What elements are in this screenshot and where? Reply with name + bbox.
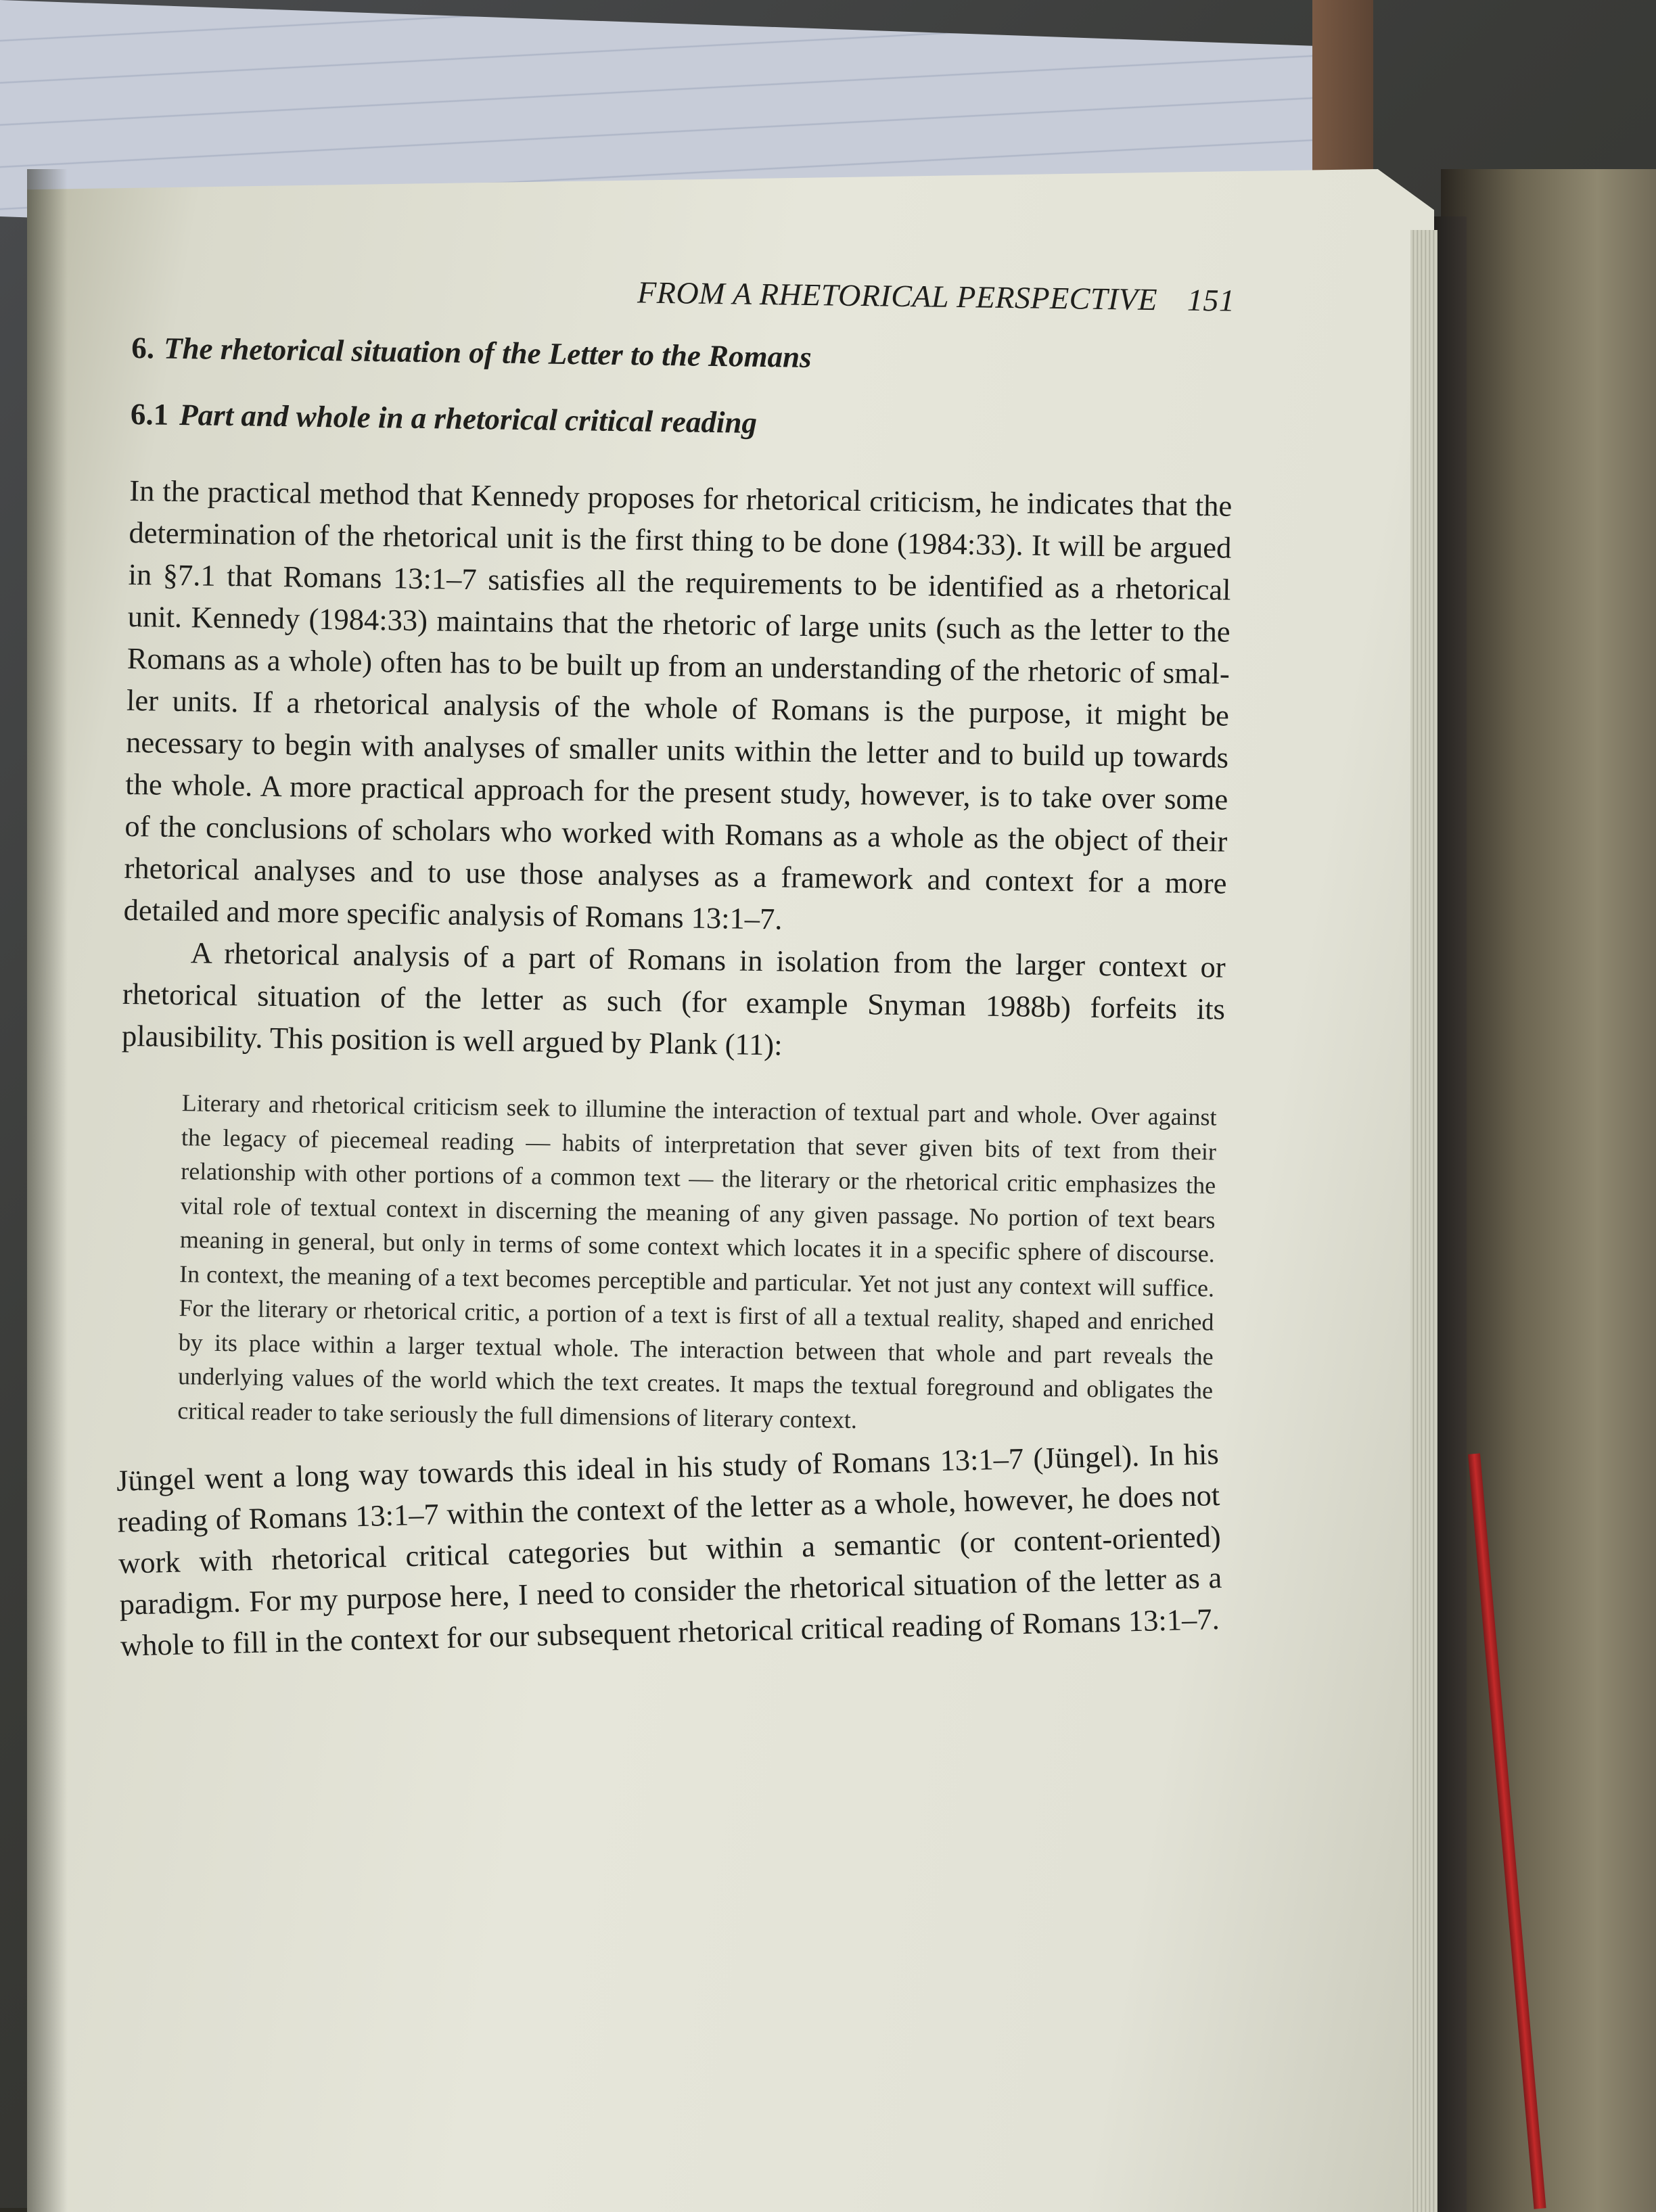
block-quote: Literary and rhetorical criticism seek to illumine the interaction of textual part and whole. Over against the legacy of piecemeal reading — habits of interpretation that sever given bits of text from their relationship with other portions of a common text — the literary or the rhetorical critic emphasizes the vital role of textual context in discerning the meaning of any given passage. No portion of text bears meaning in general, but only in terms of some context which locates it in a specific sphere of discourse. In context, the meaning of a text becomes perceptible and particular. Yet not just any context will suffice. For the literary or rhetorical critic, a portion of a text is first of all a textual reality, shaped and enriched by its place within a larger textual whole. The interaction between that whole and part reveals the underlying values of the world which the text creates. It maps the textual foreground and obligates the critical reader to take seriously the full dimensions of literary context. (177, 1089, 1217, 1433)
section-title: The rhetorical situation of the Letter to the Romans (163, 331, 812, 375)
body-paragraph: A rhetorical analysis of a part of Romans in isolation from the larger context or rhetorical situation of the letter as such (for example Snyman 1988b) forfeits its plausibility. This position is well argued by Plank (11): (121, 936, 1226, 1062)
subsection-heading (131, 396, 1234, 447)
closing-paragraph: Jüngel went a long way towards this ideal in his study of Romans 13:1–7 (Jüngel). In his reading of Romans 13:1–7 within the context of the letter as a whole, however, he does not work with rhetorical critical categories but within a semantic (or content-oriented) paradigm. For my purpose here, I need to consider the rhetorical situation of the letter as a whole to fill in the context for our subsequent rhetorical critical reading of Romans 13:1–7. (116, 1437, 1222, 1663)
page-text (113, 267, 1235, 1682)
subsection-title: Part and whole in a rhetorical critical reading (179, 397, 758, 440)
page-edges (1410, 230, 1438, 2212)
body-paragraph: In the practical method that Kennedy proposes for rhetorical criticism, he indicates that the determination of the rhetorical unit is the first thing to be done (1984:33). It will be argued in §7.1 that Romans 13:1–7 satisfies all the requirements to be identified as a rhetorical unit. Kennedy (1984:33) maintains that the rhetoric of large units (such as the letter to the Romans as a whole) often has to be built up from an understanding of the rhetoric of smaller units. If a rhetorical analysis of the whole of Romans is the purpose, it might be necessary to begin with analyses of smaller units within the letter and to build up towards the whole. A more practical approach for the present study, however, is to take over some of the conclusions of scholars who worked with Romans as a whole as the object of their rhetorical analyses and to use those analyses as a framework and context for a more detailed and more specific analysis of Romans 13:1–7. (123, 473, 1233, 936)
page-gutter-shadow (27, 169, 68, 2212)
running-head-title: FROM A RHETORICAL PERSPECTIVE (637, 275, 1158, 317)
section-number: 6. (131, 330, 155, 365)
page-number: 151 (1187, 282, 1235, 318)
section-heading (131, 330, 1235, 381)
adjacent-book (1441, 169, 1656, 2212)
subsection-number: 6.1 (130, 396, 169, 432)
